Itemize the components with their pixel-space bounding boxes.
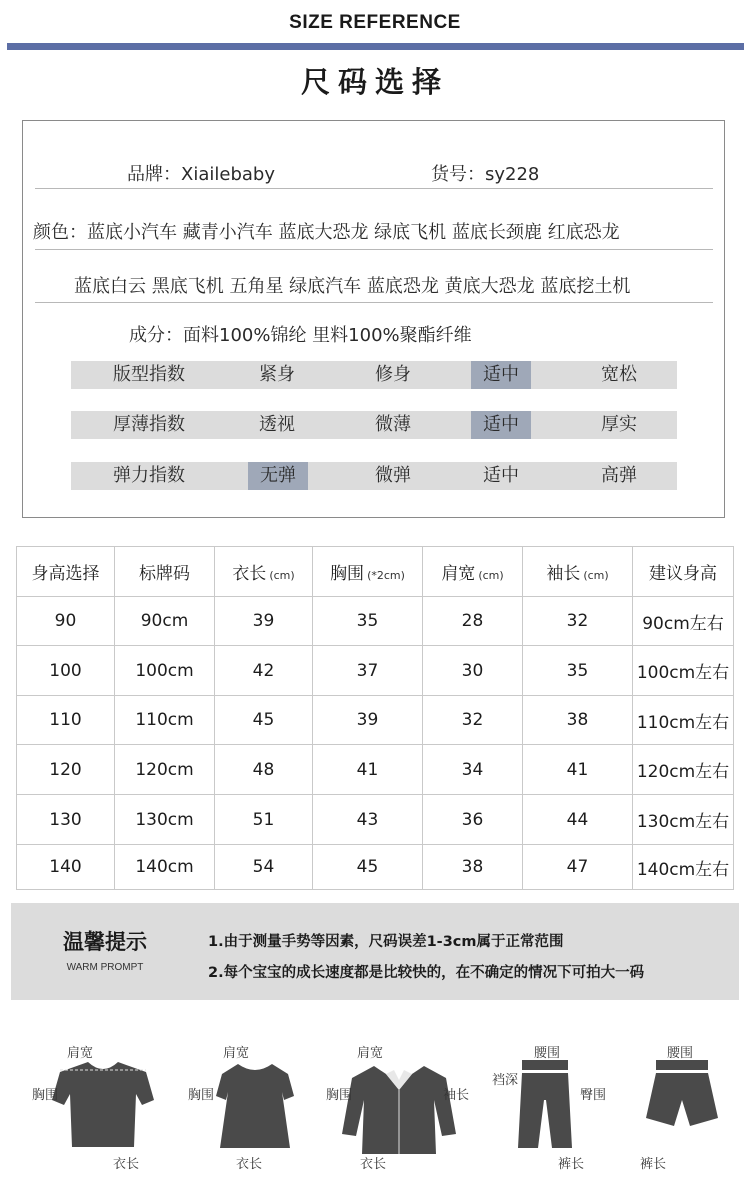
fit-index-label: 版型指数 [113,364,185,385]
size-table [16,546,734,890]
cell: 38 [523,696,633,745]
shorts-waist-label: 腰围 [667,1046,694,1061]
accent-bar [7,43,744,50]
page-title: 尺码选择 [300,65,449,99]
pants-hip-label: 臀围 [580,1088,607,1103]
cell: 39 [313,696,423,745]
fit-option-slim: 修身 [375,364,411,385]
colors-line-1: 颜色：蓝底小汽车 藏青小汽车 蓝底大恐龙 绿底飞机 蓝底长颈鹿 红底恐龙 [33,222,620,243]
thickness-index-label: 厚薄指数 [113,414,185,435]
pants-rise-label: 裆深 [492,1073,519,1088]
cell: 34 [423,745,523,795]
cell: 130 [17,795,115,845]
fit-option-tight: 紧身 [259,364,295,385]
jacket-icon [342,1066,456,1154]
cell: 28 [423,597,523,646]
header-chest: 胸围 (*2cm) [313,547,423,597]
pants-length-label: 裤长 [558,1157,585,1172]
composition-text: 成分：面料100%锦纶 里料100%聚酯纤维 [129,325,472,346]
cell: 110cm左右 [633,696,734,745]
table-row [17,696,734,745]
cell: 45 [313,845,423,890]
table-row [17,597,734,646]
cell: 42 [215,646,313,696]
stretch-option-medium: 适中 [483,465,519,486]
fit-option-loose: 宽松 [601,364,637,385]
cell: 90cm左右 [633,597,734,646]
cell: 140cm [115,845,215,890]
cell: 39 [215,597,313,646]
dress-chest-label: 胸围 [188,1088,215,1103]
pants-icon [518,1060,572,1148]
shorts-length-label: 裤长 [640,1157,667,1172]
jacket-sleeve-label: 袖长 [443,1088,470,1103]
tip-1: 1.由于测量手势等因素，尺码误差1-3cm属于正常范围 [208,934,564,950]
jacket-length-label: 衣长 [360,1157,387,1172]
cell: 100 [17,646,115,696]
cell: 43 [313,795,423,845]
colors-line-2: 蓝底白云 黑底飞机 五角星 绿底汽车 蓝底恐龙 黄底大恐龙 蓝底挖土机 [74,276,631,297]
table-row [17,745,734,795]
header-shoulder: 肩宽 (cm) [423,547,523,597]
divider [35,302,713,303]
jacket-chest-label: 胸围 [326,1088,353,1103]
thickness-option-sheer: 透视 [259,414,295,435]
stretch-option-high: 高弹 [601,465,637,486]
cell: 90cm [115,597,215,646]
cell: 30 [423,646,523,696]
warm-prompt-subtitle: WARM PROMPT [66,962,144,973]
header-sleeve: 袖长 (cm) [523,547,633,597]
cell: 44 [523,795,633,845]
thickness-option-thick: 厚实 [601,414,637,435]
stretch-index-row [71,462,677,490]
stretch-index-label: 弹力指数 [113,465,185,486]
cell: 130cm左右 [633,795,734,845]
tshirt-chest-label: 胸围 [32,1088,59,1103]
divider [35,188,713,189]
cell: 32 [523,597,633,646]
cell: 90 [17,597,115,646]
tshirt-shoulder-label: 肩宽 [67,1046,94,1061]
cell: 35 [523,646,633,696]
header-tag-size: 标牌码 [115,547,215,597]
thickness-option-thin: 微薄 [375,414,411,435]
table-row [17,646,734,696]
cell: 51 [215,795,313,845]
warm-prompt-title: 温馨提示 [63,930,147,954]
item-number-text: 货号：sy228 [431,164,540,185]
cell: 38 [423,845,523,890]
cell: 120 [17,745,115,795]
cell: 32 [423,696,523,745]
table-row [17,845,734,890]
cell: 130cm [115,795,215,845]
thickness-option-medium: 适中 [471,411,531,439]
tshirt-icon [52,1062,154,1147]
cell: 100cm左右 [633,646,734,696]
cell: 37 [313,646,423,696]
header-length: 衣长 (cm) [215,547,313,597]
brand-text: 品牌：Xiailebaby [127,164,275,185]
cell: 47 [523,845,633,890]
jacket-shoulder-label: 肩宽 [357,1046,384,1061]
divider [35,249,713,250]
stretch-option-slight: 微弹 [375,465,411,486]
table-row [17,795,734,845]
cell: 45 [215,696,313,745]
cell: 36 [423,795,523,845]
shorts-icon [646,1060,718,1126]
dress-shoulder-label: 肩宽 [223,1046,250,1061]
cell: 120cm [115,745,215,795]
cell: 41 [313,745,423,795]
header-height-select: 身高选择 [17,547,115,597]
thickness-index-row [71,411,677,439]
dress-length-label: 衣长 [236,1157,263,1172]
tip-2: 2.每个宝宝的成长速度都是比较快的，在不确定的情况下可拍大一码 [208,965,645,981]
cell: 110cm [115,696,215,745]
cell: 140cm左右 [633,845,734,890]
tshirt-length-label: 衣长 [113,1157,140,1172]
dress-icon [216,1064,294,1148]
cell: 100cm [115,646,215,696]
cell: 48 [215,745,313,795]
header-suggested-height: 建议身高 [633,547,734,597]
fit-option-regular: 适中 [471,361,531,389]
stretch-option-none: 无弹 [248,462,308,490]
pants-waist-label: 腰围 [534,1046,561,1061]
cell: 120cm左右 [633,745,734,795]
cell: 110 [17,696,115,745]
cell: 54 [215,845,313,890]
table-header-row [17,547,734,597]
cell: 140 [17,845,115,890]
cell: 41 [523,745,633,795]
cell: 35 [313,597,423,646]
fit-index-row [71,361,677,389]
size-reference-heading: SIZE REFERENCE [289,12,461,33]
